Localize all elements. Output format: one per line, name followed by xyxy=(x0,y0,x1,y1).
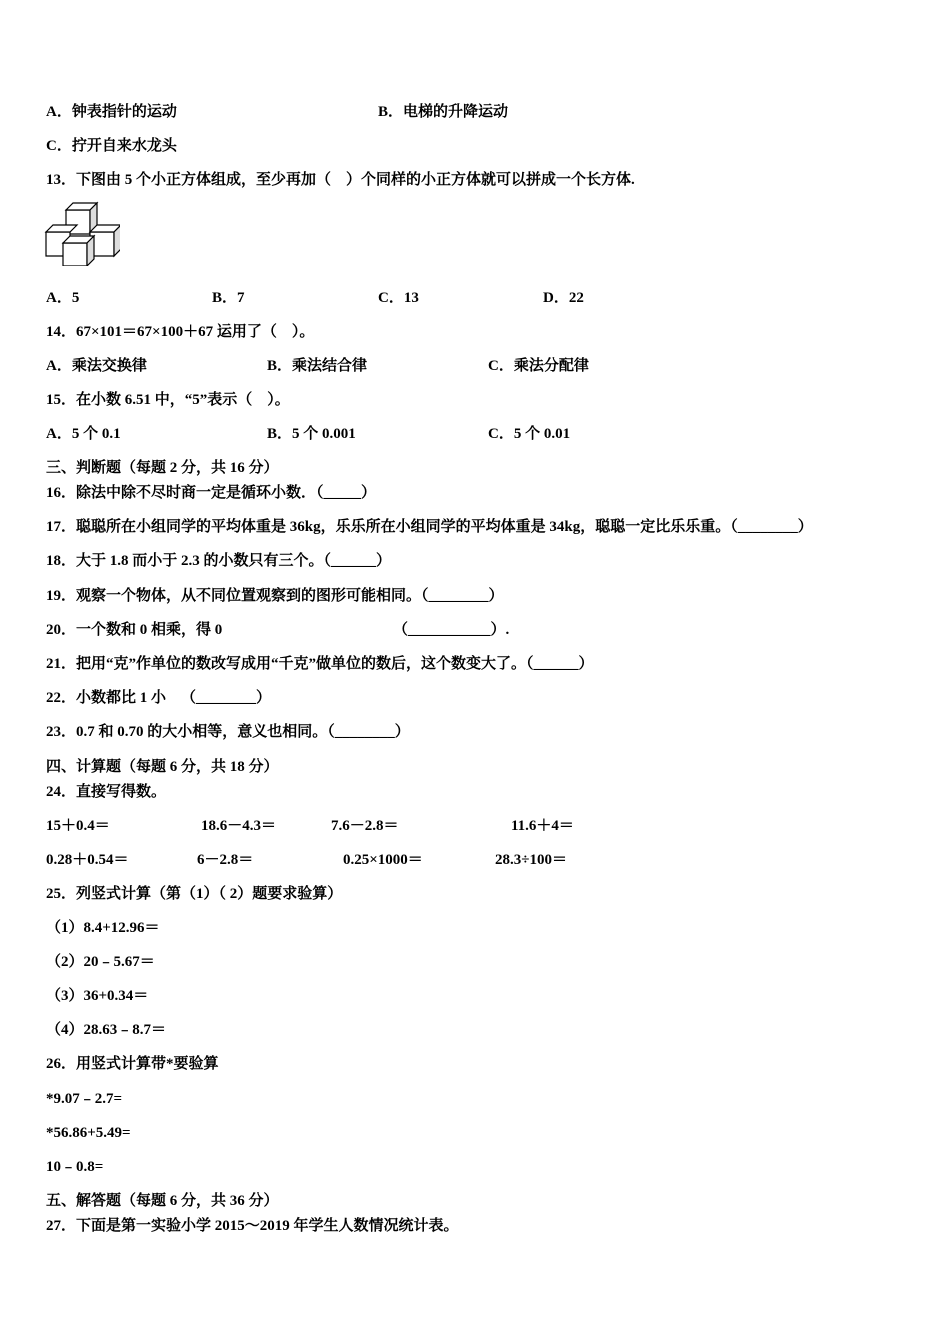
option-14-b: B．乘法结合律 xyxy=(267,358,368,374)
vertical-calc-item: （2）20﹣5.67＝ xyxy=(46,954,155,970)
vertical-calc-item: 10﹣0.8= xyxy=(46,1159,104,1175)
calc-item: 6－2.8＝ xyxy=(197,852,254,868)
vertical-calc-item: *56.86+5.49= xyxy=(46,1125,131,1141)
cubes-figure xyxy=(44,200,120,266)
option-14-a: A．乘法交换律 xyxy=(46,358,147,374)
question-14: 14．67×101＝67×100＋67 运用了（ ）。 xyxy=(46,324,315,340)
vertical-calc-item: （1）8.4+12.96＝ xyxy=(46,920,160,936)
question-22: 22．小数都比 1 小 （________） xyxy=(46,690,272,706)
option-13-d: D．22 xyxy=(543,290,584,306)
option-13-a: A．5 xyxy=(46,290,80,306)
option-12-c: C．拧开自来水龙头 xyxy=(46,138,177,154)
question-16: 16．除法中除不尽时商一定是循环小数．（_____） xyxy=(46,485,377,501)
question-26: 26．用竖式计算带*要验算 xyxy=(46,1056,219,1072)
calc-item: 18.6－4.3＝ xyxy=(201,818,277,834)
vertical-calc-item: （3）36+0.34＝ xyxy=(46,988,149,1004)
vertical-calc-item: *9.07﹣2.7= xyxy=(46,1091,123,1107)
question-19: 19．观察一个物体，从不同位置观察到的图形可能相同。（________） xyxy=(46,588,504,604)
calc-item: 0.28＋0.54＝ xyxy=(46,852,129,868)
option-12-b: B．电梯的升降运动 xyxy=(378,104,509,120)
calc-item: 11.6＋4＝ xyxy=(511,818,574,834)
section-5-heading: 五、解答题（每题 6 分，共 36 分） xyxy=(46,1193,279,1209)
question-27: 27．下面是第一实验小学 2015～2019 年学生人数情况统计表。 xyxy=(46,1218,459,1234)
calc-item: 15＋0.4＝ xyxy=(46,818,110,834)
question-24: 24．直接写得数。 xyxy=(46,784,167,800)
question-17: 17．聪聪所在小组同学的平均体重是 36kg，乐乐所在小组同学的平均体重是 34kg，聪聪一定比乐乐重。（________） xyxy=(46,519,813,535)
question-15: 15．在小数 6.51 中，“5”表示（ ）。 xyxy=(46,392,290,408)
option-15-b: B．5 个 0.001 xyxy=(267,426,356,442)
option-15-a: A．5 个 0.1 xyxy=(46,426,121,442)
section-4-heading: 四、计算题（每题 6 分，共 18 分） xyxy=(46,759,279,775)
calc-item: 0.25×1000＝ xyxy=(343,852,423,868)
question-21: 21．把用“克”作单位的数改写成用“千克”做单位的数后，这个数变大了。（______） xyxy=(46,656,594,672)
calc-item: 7.6－2.8＝ xyxy=(331,818,399,834)
question-20-blank: （___________）. xyxy=(393,622,510,638)
calc-item: 28.3÷100＝ xyxy=(495,852,567,868)
question-25: 25．列竖式计算（第（1）（ 2）题要求验算） xyxy=(46,886,343,902)
question-13: 13．下图由 5 个小正方体组成，至少再加（ ）个同样的小正方体就可以拼成一个长方体. xyxy=(46,172,635,188)
question-23: 23．0.7 和 0.70 的大小相等，意义也相同。（________） xyxy=(46,724,410,740)
option-13-b: B．7 xyxy=(212,290,245,306)
vertical-calc-item: （4）28.63﹣8.7＝ xyxy=(46,1022,167,1038)
question-18: 18．大于 1.8 而小于 2.3 的小数只有三个。（______） xyxy=(46,553,392,569)
section-3-heading: 三、判断题（每题 2 分，共 16 分） xyxy=(46,460,279,476)
option-13-c: C．13 xyxy=(378,290,419,306)
question-20: 20．一个数和 0 相乘，得 0 xyxy=(46,622,223,638)
option-12-a: A．钟表指针的运动 xyxy=(46,104,177,120)
option-14-c: C．乘法分配律 xyxy=(488,358,589,374)
option-15-c: C．5 个 0.01 xyxy=(488,426,571,442)
